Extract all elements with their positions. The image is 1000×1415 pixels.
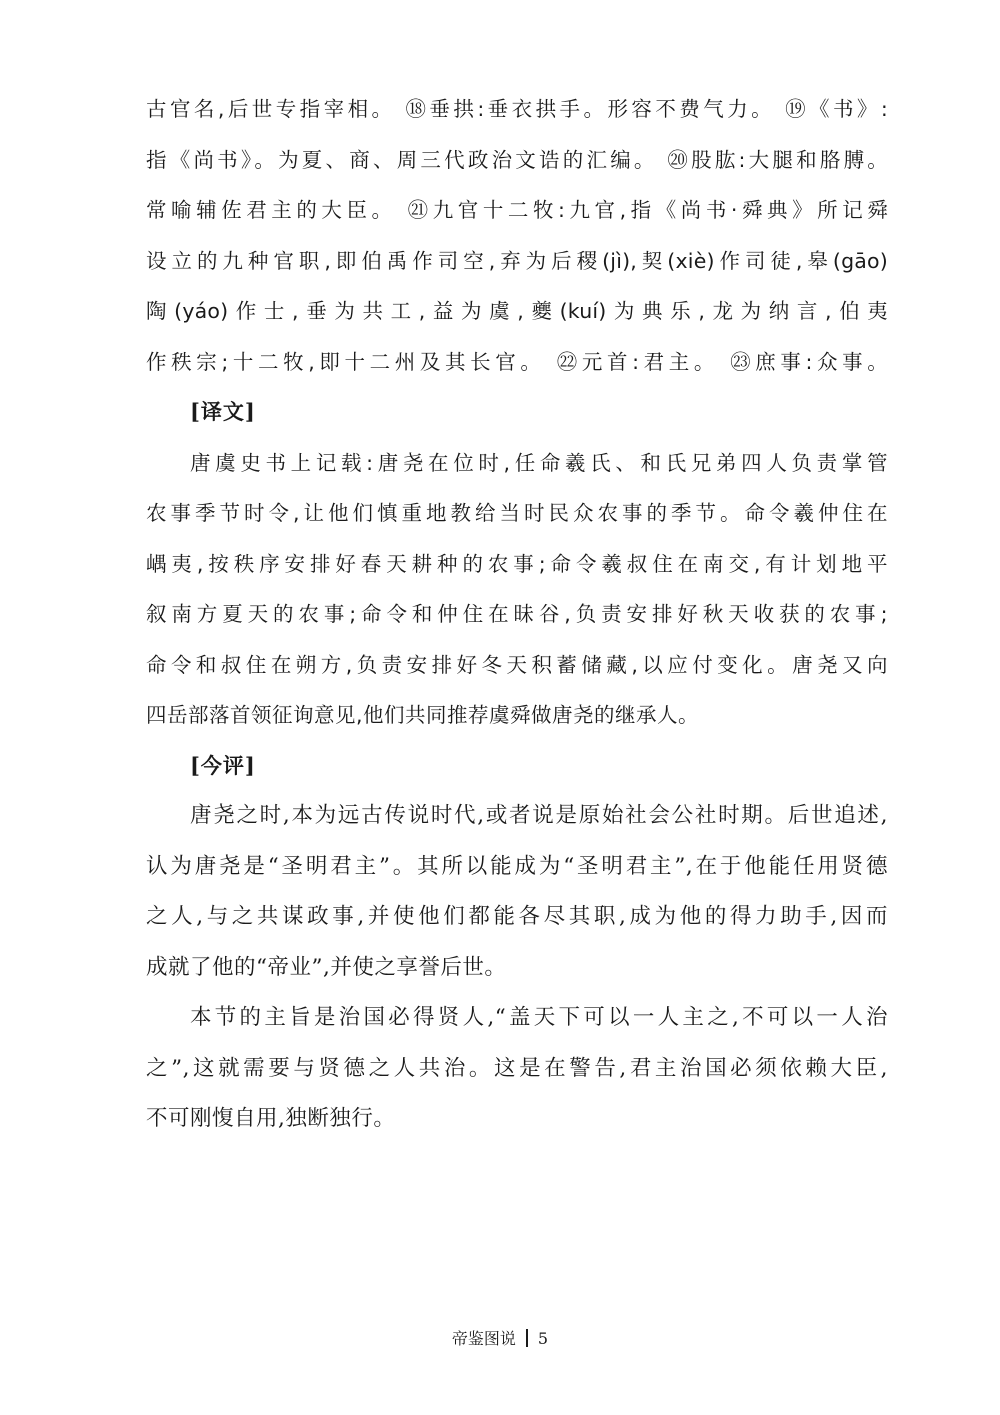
note-line: 作秩宗;十二牧,即十二州及其长官。 ㉒元首:君主。 ㉓庶事:众事。 [146,349,888,374]
translation-line: 农事季节时令,让他们慎重地教给当时民众农事的季节。命令羲仲住在 [146,501,888,525]
commentary-line: 之”,这就需要与贤德之人共治。这是在警告,君主治国必须依赖大臣, [146,1055,888,1081]
note-line: 设立的九种官职,即伯禹作司空,弃为后稷(jì),契(xiè)作司徒,皋(gāo) [146,248,888,273]
commentary-line: 认为唐尧是“圣明君主”。其所以能成为“圣明君主”,在于他能任用贤德 [146,853,888,879]
commentary-line: 成就了他的“帝业”,并使之享誉后世。 [146,954,507,980]
page-body [146,84,888,1145]
translation-line: 唐虞史书上记载:唐尧在位时,任命羲氏、和氏兄弟四人负责掌管 [190,450,888,475]
translation-line: 四岳部落首领征询意见,他们共同推荐虞舜做唐尧的继承人。 [146,703,700,727]
commentary-line: 本节的主旨是治国必得贤人,“盖天下可以一人主之,不可以一人治 [190,1005,888,1030]
annotation-notes [146,84,888,387]
page-footer [0,1328,1000,1350]
commentary-section [146,741,888,1145]
commentary-line: 不可刚愎自用,独断独行。 [146,1106,396,1131]
note-line: 古官名,后世专指宰相。 ⑱垂拱:垂衣拱手。形容不费气力。 ⑲《书》: [146,97,888,121]
footer-separator [526,1329,528,1347]
commentary-heading: [今评] [190,752,256,778]
commentary-line: 唐尧之时,本为远古传说时代,或者说是原始社会公社时期。后世追述, [190,803,888,828]
note-line: 指《尚书》。为夏、商、周三代政治文诰的汇编。 ⑳股肱:大腿和胳膊。 [146,147,888,172]
note-line: 常喻辅佐君主的大臣。 ㉑九官十二牧:九官,指《尚书·舜典》所记舜 [146,198,888,222]
footer-book-title: 帝鉴图说 [451,1329,516,1348]
translation-line: 命令和叔住在朔方,负责安排好冬天积蓄储藏,以应付变化。唐尧又向 [146,652,888,677]
commentary-line: 之人,与之共谋政事,并使他们都能各尽其职,成为他的得力助手,因而 [146,904,888,929]
translation-heading: [译文] [190,399,256,424]
translation-line: 叙南方夏天的农事;命令和仲住在昧谷,负责安排好秋天收获的农事; [146,602,888,626]
translation-line: 嵎夷,按秩序安排好春天耕种的农事;命令羲叔住在南交,有计划地平 [146,551,888,576]
page-number: 5 [537,1329,549,1348]
translation-section [146,387,888,741]
note-line: 陶(yáo)作士,垂为共工,益为虞,夔(kuí)为典乐,龙为纳言,伯夷 [146,299,888,323]
